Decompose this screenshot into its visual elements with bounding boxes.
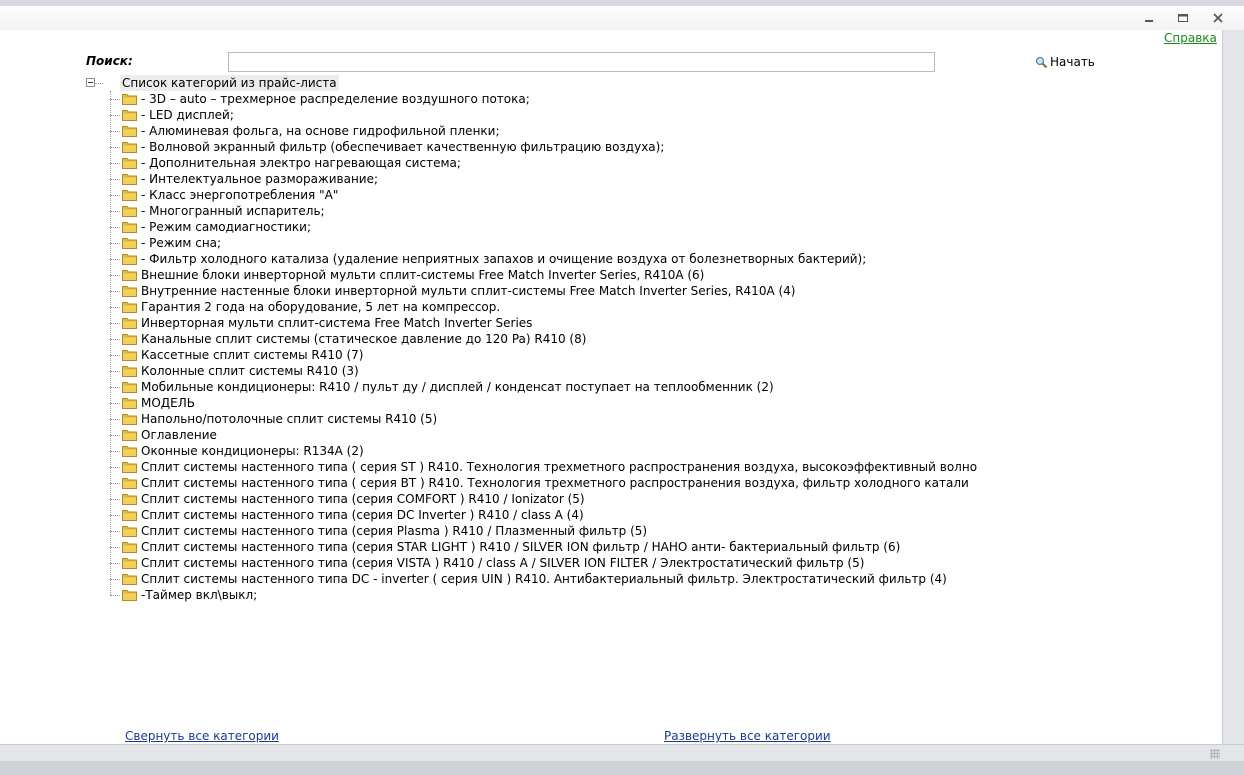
restore-icon: [1176, 12, 1190, 24]
tree-connector: [110, 595, 120, 596]
magnifier-icon: [1035, 56, 1048, 69]
tree-item[interactable]: [110, 123, 1210, 139]
tree-item[interactable]: [110, 395, 1210, 411]
folder-icon: [122, 141, 137, 153]
folder-icon: [122, 397, 137, 409]
folder-icon: [122, 349, 137, 361]
tree-connector: [110, 323, 120, 324]
restore-button[interactable]: [1176, 12, 1190, 24]
tree-item-label: Оглавление: [141, 428, 217, 442]
start-search-label: Начать: [1050, 55, 1095, 69]
tree-item[interactable]: [110, 571, 1210, 587]
tree-connector: [110, 307, 120, 308]
tree-item-label: Сплит системы настенного типа DC - inverter ( серия UIN ) R410. Антибактериальный фильтр. Электростатический фильтр (4): [141, 572, 947, 586]
tree-item-label: Сплит системы настенного типа (серия Plasma ) R410 / Плазменный фильтр (5): [141, 524, 648, 538]
tree-item[interactable]: [110, 267, 1210, 283]
search-input[interactable]: [228, 52, 935, 72]
tree-connector: [110, 227, 120, 228]
minimize-button[interactable]: [1142, 12, 1156, 24]
tree-connector: [95, 83, 103, 84]
status-strip: [0, 761, 1244, 775]
tree-item[interactable]: [110, 251, 1210, 267]
tree-item-label: - LED дисплей;: [141, 108, 234, 122]
folder-icon: [122, 237, 137, 249]
tree-connector: [110, 211, 120, 212]
tree-item[interactable]: [110, 347, 1210, 363]
tree-item[interactable]: [110, 523, 1210, 539]
folder-icon: [122, 557, 137, 569]
tree-connector: [110, 467, 120, 468]
tree-connector: [110, 195, 120, 196]
tree-item-label: Гарантия 2 года на оборудование, 5 лет на компрессор.: [141, 300, 501, 314]
folder-icon: [122, 189, 137, 201]
folder-icon: [122, 477, 137, 489]
tree-item[interactable]: [110, 539, 1210, 555]
search-label: Поиск:: [86, 54, 133, 68]
tree-connector: [110, 99, 120, 100]
tree-item-label: Кассетные сплит системы R410 (7): [141, 348, 364, 362]
tree-item[interactable]: [110, 235, 1210, 251]
folder-icon: [122, 125, 137, 137]
tree-connector: [110, 563, 120, 564]
tree-item-label: МОДЕЛЬ: [141, 396, 196, 410]
tree-root[interactable]: [84, 75, 984, 91]
tree-item-label: Сплит системы настенного типа ( серия ST ) R410. Технология трехметного распространения воздуха, высокоэффективный волно: [141, 460, 978, 474]
tree-item-label: - Волновой экранный фильтр (обеспечивает качественную фильтрацию воздуха);: [141, 140, 665, 154]
tree-item[interactable]: [110, 427, 1210, 443]
folder-icon: [122, 285, 137, 297]
folder-icon: [122, 253, 137, 265]
tree-connector: [110, 515, 120, 516]
folder-icon: [122, 221, 137, 233]
tree-item[interactable]: [110, 459, 1210, 475]
folder-icon: [122, 493, 137, 505]
tree-item[interactable]: [110, 411, 1210, 427]
window-right-frame: [1222, 30, 1244, 744]
folder-icon: [122, 173, 137, 185]
tree-connector: [110, 243, 120, 244]
tree-item-label: Канальные сплит системы (статическое давление до 120 Pa) R410 (8): [141, 332, 587, 346]
folder-icon: [122, 381, 137, 393]
tree-item-label: Внешние блоки инверторной мульти сплит-системы Free Match Inverter Series, R410A (6): [141, 268, 705, 282]
window-bottom-frame: [0, 744, 1244, 775]
tree-item-label: - Класс энергопотребления "А": [141, 188, 339, 202]
folder-icon: [122, 445, 137, 457]
tree-item-label: - Режим самодиагностики;: [141, 220, 312, 234]
expand-all-link[interactable]: Развернуть все категории: [664, 729, 831, 743]
folder-icon: [122, 269, 137, 281]
tree-item-label: Напольно/потолочные сплит системы R410 (5): [141, 412, 438, 426]
tree-item-label: - Фильтр холодного катализа (удаление неприятных запахов и очищение воздуха от болезнетворных бактерий);: [141, 252, 867, 266]
tree-item-label: Сплит системы настенного типа ( серия BT ) R410. Технология трехметного распространения воздуха, фильтр холодного катали: [141, 476, 969, 490]
tree-connector: [110, 499, 120, 500]
tree-connector: [110, 579, 120, 580]
tree-item[interactable]: [110, 507, 1210, 523]
tree-connector: [110, 163, 120, 164]
tree-connector: [110, 419, 120, 420]
tree-item-label: - 3D – auto – трехмерное распределение воздушного потока;: [141, 92, 530, 106]
tree-item-label: Сплит системы настенного типа (серия DC Inverter ) R410 / class A (4): [141, 508, 584, 522]
tree-item[interactable]: [110, 155, 1210, 171]
tree-connector: [110, 355, 120, 356]
tree-connector: [110, 291, 120, 292]
tree-item[interactable]: [110, 107, 1210, 123]
collapse-all-link[interactable]: Свернуть все категории: [125, 729, 279, 743]
minimize-icon: [1142, 12, 1156, 24]
tree-connector: [110, 179, 120, 180]
tree-connector: [110, 483, 120, 484]
tree-item[interactable]: [110, 587, 1210, 603]
tree-item-label: - Интелектуальное размораживание;: [141, 172, 379, 186]
tree-item[interactable]: [110, 443, 1210, 459]
tree-item[interactable]: [110, 363, 1210, 379]
folder-icon: [122, 205, 137, 217]
folder-icon: [122, 509, 137, 521]
close-button[interactable]: [1211, 12, 1225, 24]
folder-icon: [122, 301, 137, 313]
tree-item[interactable]: [110, 315, 1210, 331]
resize-grip-icon[interactable]: [1210, 749, 1220, 759]
tree-connector: [110, 435, 120, 436]
tree-connector: [110, 387, 120, 388]
tree-item-label: Колонные сплит системы R410 (3): [141, 364, 359, 378]
title-bar[interactable]: [0, 6, 1244, 30]
tree-connector: [110, 339, 120, 340]
tree-item-label: Инверторная мульти сплит-система Free Match Inverter Series: [141, 316, 533, 330]
tree-item[interactable]: [110, 475, 1210, 491]
folder-icon: [122, 93, 137, 105]
tree-item-label: Внутренние настенные блоки инверторной мульти сплит-системы Free Match Inverter Series, R410A (4): [141, 284, 796, 298]
folder-icon: [122, 413, 137, 425]
folder-icon: [122, 589, 137, 601]
tree-connector: [110, 547, 120, 548]
tree-item[interactable]: [110, 187, 1210, 203]
tree-item-label: - Алюминевая фольга, на основе гидрофильной пленки;: [141, 124, 500, 138]
tree-connector: [110, 259, 120, 260]
tree-item[interactable]: [110, 331, 1210, 347]
tree-connector: [110, 275, 120, 276]
tree-item-label: -Таймер вкл\выкл;: [141, 588, 258, 602]
folder-icon: [122, 525, 137, 537]
folder-icon: [122, 365, 137, 377]
folder-icon: [122, 109, 137, 121]
folder-icon: [122, 429, 137, 441]
tree-item[interactable]: [110, 555, 1210, 571]
tree-item-label: Сплит системы настенного типа (серия STAR LIGHT ) R410 / SILVER ION фильтр / НАНО анти- бактериальный фильтр (6): [141, 540, 901, 554]
folder-icon: [122, 461, 137, 473]
tree-item[interactable]: [110, 219, 1210, 235]
folder-icon: [122, 573, 137, 585]
folder-icon: [122, 333, 137, 345]
tree-item[interactable]: [110, 379, 1210, 395]
tree-connector: [110, 131, 120, 132]
tree-connector: [110, 147, 120, 148]
close-icon: [1211, 12, 1225, 24]
tree-item-label: Мобильные кондиционеры: R410 / пульт ду / дисплей / конденсат поступает на теплообменник (2): [141, 380, 774, 394]
tree-item[interactable]: [110, 299, 1210, 315]
tree-item-label: Оконные кондиционеры: R134A (2): [141, 444, 364, 458]
tree-item[interactable]: [110, 139, 1210, 155]
folder-icon: [122, 157, 137, 169]
tree-item-label: - Дополнительная электро нагревающая система;: [141, 156, 461, 170]
tree-connector: [110, 451, 120, 452]
tree-item-label: - Режим сна;: [141, 236, 222, 250]
tree-item[interactable]: [110, 91, 1210, 107]
tree-connector: [110, 531, 120, 532]
tree-item[interactable]: [110, 491, 1210, 507]
tree-connector: [110, 115, 120, 116]
tree-connector: [110, 403, 120, 404]
help-link[interactable]: Справка: [1164, 31, 1217, 45]
tree-root-label[interactable]: Список категорий из прайс-листа: [122, 76, 337, 90]
folder-icon: [122, 317, 137, 329]
tree-connector: [110, 371, 120, 372]
start-search-button[interactable]: [1035, 55, 1095, 69]
tree-item[interactable]: [110, 283, 1210, 299]
collapse-toggle-icon[interactable]: [86, 78, 95, 87]
tree-item[interactable]: [110, 171, 1210, 187]
tree-item-label: Сплит системы настенного типа (серия VISTA ) R410 / class A / SILVER ION FILTER / Электростатический фильтр (5): [141, 556, 865, 570]
tree-item[interactable]: [110, 203, 1210, 219]
tree-item-label: Сплит системы настенного типа (серия COMFORT ) R410 / Ionizator (5): [141, 492, 585, 506]
folder-icon: [122, 541, 137, 553]
tree-item-label: - Многогранный испаритель;: [141, 204, 325, 218]
